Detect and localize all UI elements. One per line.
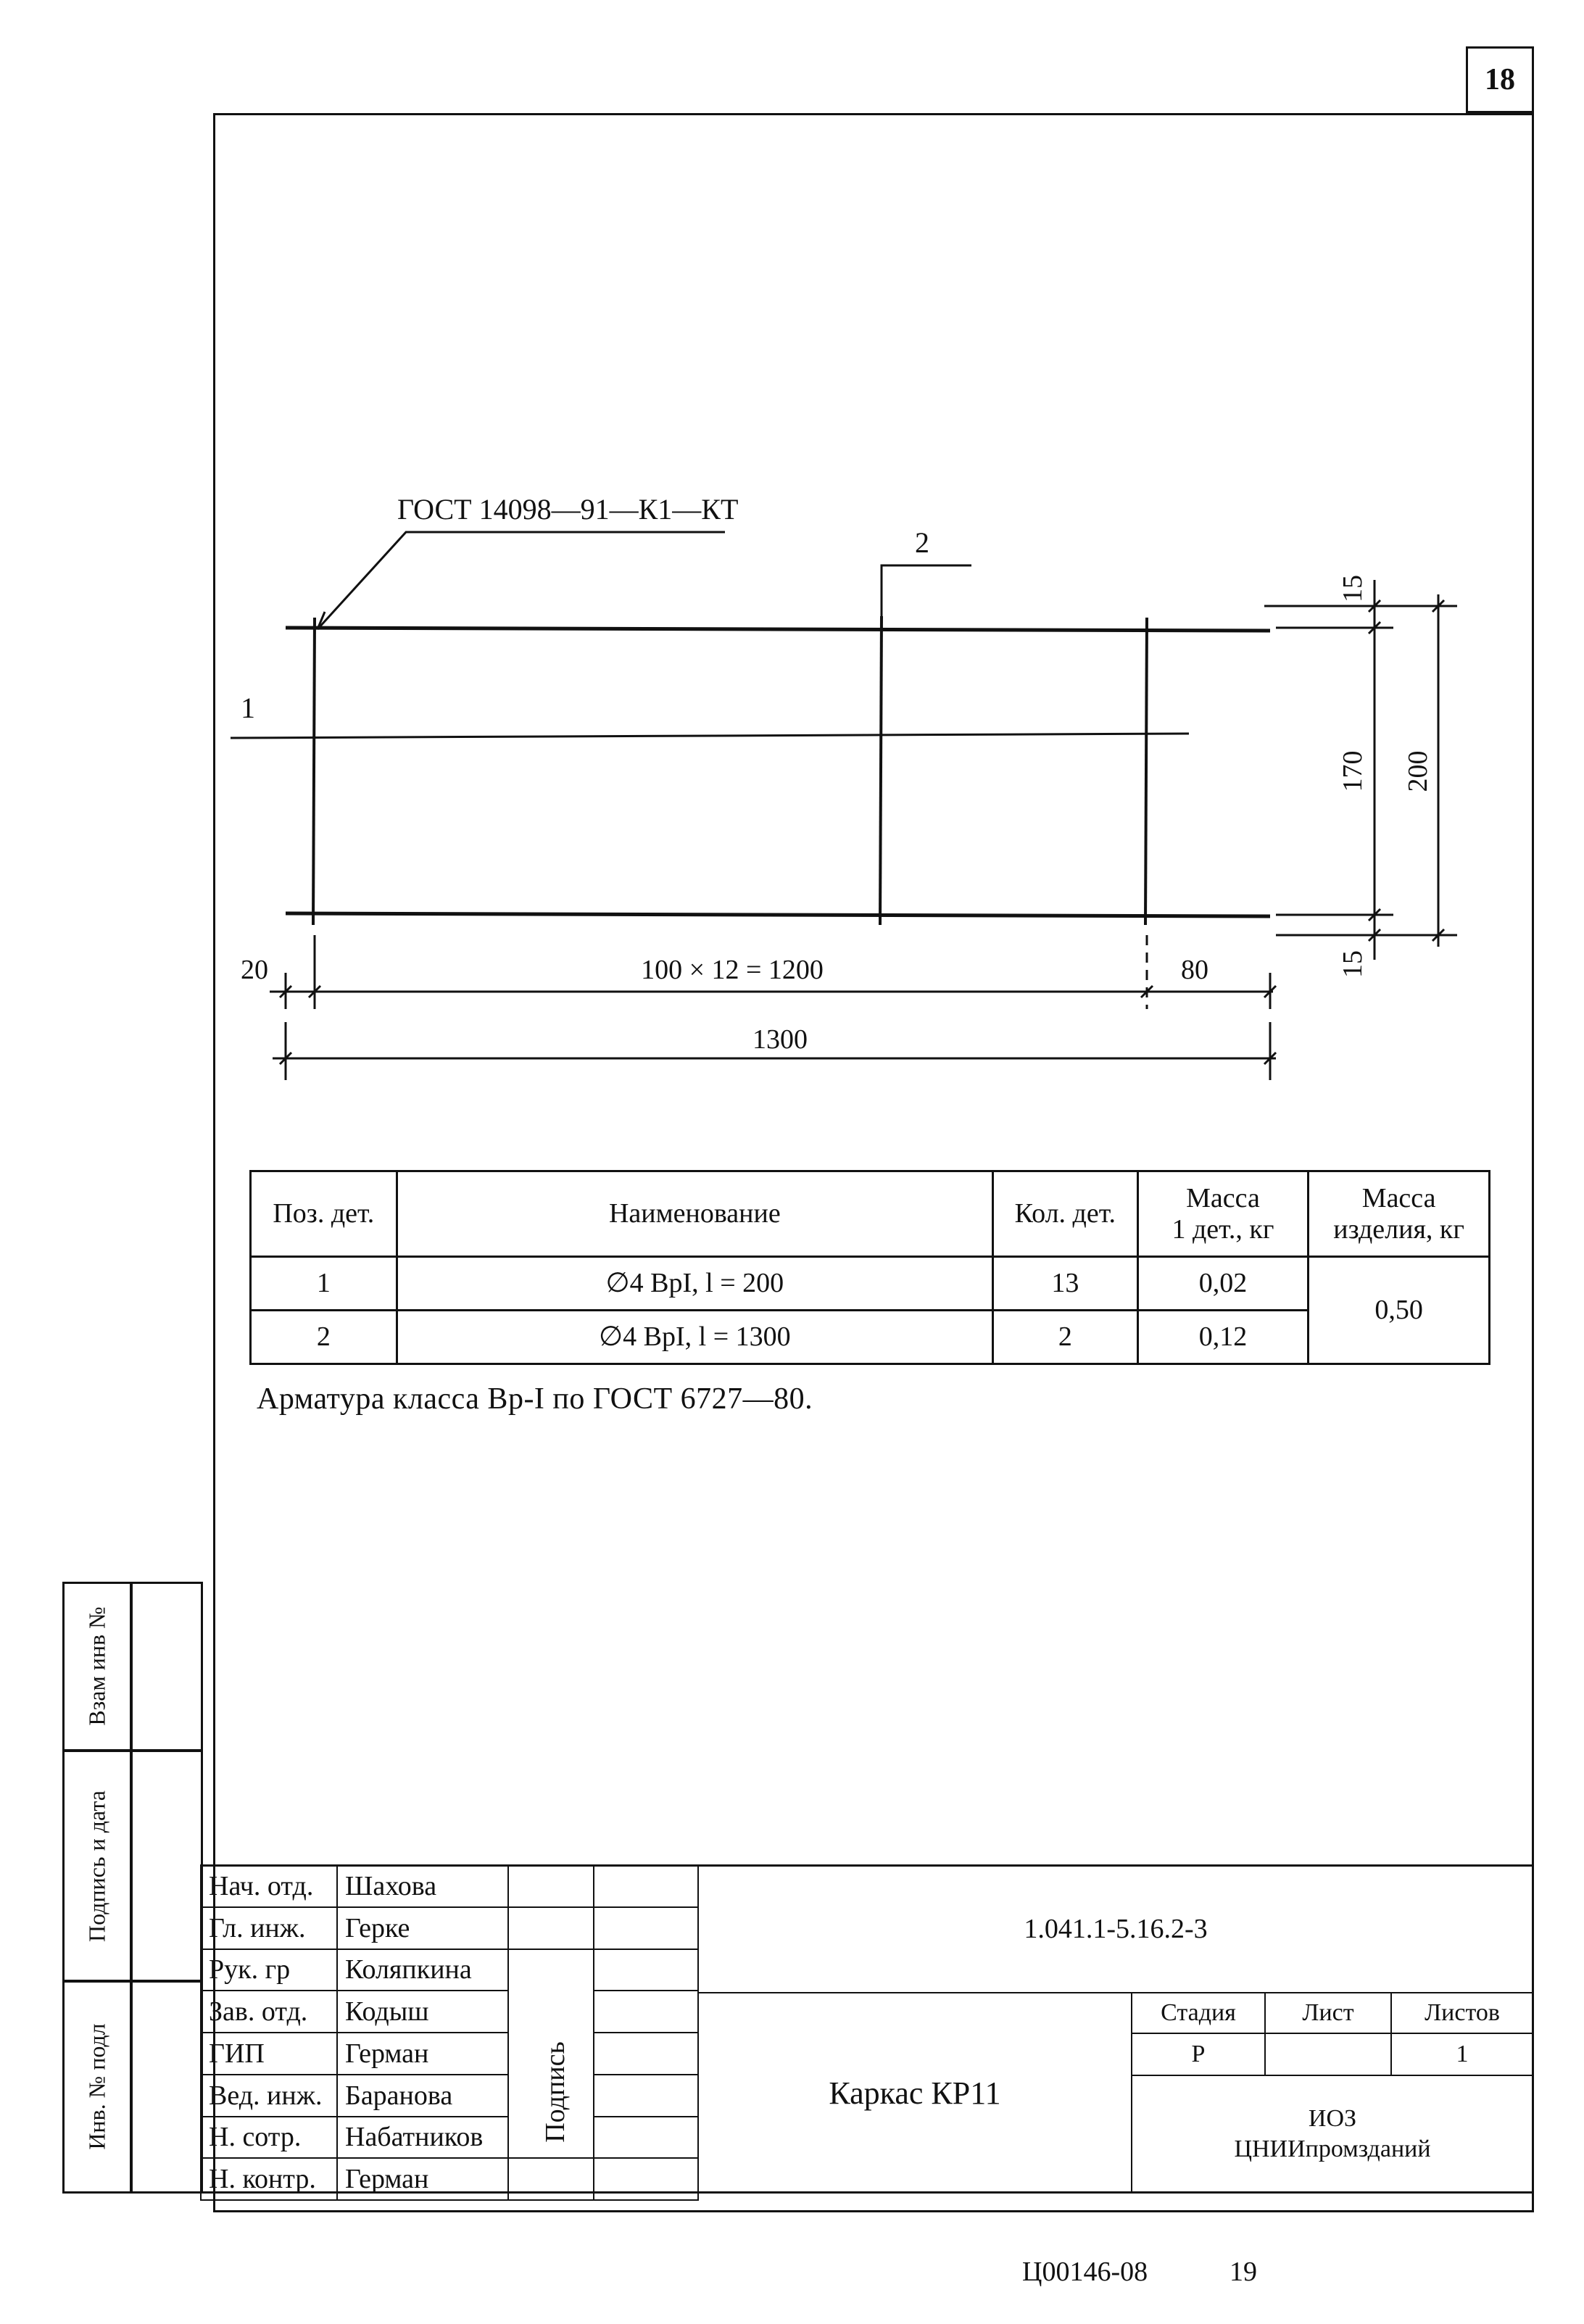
specification-table	[249, 1170, 1490, 1365]
header-mass-one: Масса 1 дет., кг	[1137, 1171, 1309, 1257]
date-cell	[593, 1990, 699, 2033]
gost-label: ГОСТ 14098—91—К1—КТ	[397, 493, 739, 526]
organization	[1131, 2075, 1534, 2194]
sheets-value: 1	[1390, 2033, 1534, 2076]
reinforcement-note: Арматура класса Вр-I по ГОСТ 6727—80.	[257, 1382, 813, 1416]
cell-mass: 0,02	[1137, 1257, 1309, 1311]
signature-cell	[507, 1906, 594, 1950]
header-mass-total: Масса изделия, кг	[1309, 1171, 1490, 1257]
date-cell	[593, 2116, 699, 2159]
gost-leader	[318, 532, 725, 629]
signature-cell	[507, 2157, 594, 2201]
cell-pos: 1	[251, 1257, 397, 1311]
cell-name: ∅4 BpI, l = 200	[397, 1257, 992, 1311]
transverse-bar-left	[313, 618, 315, 925]
cell-qty: 2	[993, 1311, 1138, 1364]
date-cell	[593, 1906, 699, 1950]
table-row	[251, 1257, 1490, 1311]
signatory-name: Коляпкина	[336, 1949, 509, 1992]
signatory-role: Гл. инж.	[200, 1906, 338, 1950]
header-name: Наименование	[397, 1171, 992, 1257]
signatory-role: ГИП	[200, 2032, 338, 2075]
footer-code: Ц00146-08	[1022, 2257, 1148, 2287]
signatory-name: Герке	[336, 1906, 509, 1950]
table-row	[251, 1311, 1490, 1364]
org-line-1: ИОЗ	[1308, 2104, 1357, 2132]
stage-header: Стадия	[1131, 1992, 1266, 2034]
stamp-vzam-label: Взам инв №	[83, 1606, 110, 1726]
header-pos: Поз. дет.	[251, 1171, 397, 1257]
footer-page: 19	[1230, 2257, 1257, 2287]
dim-left-label: 20	[241, 955, 268, 985]
cell-total-mass: 0,50	[1309, 1257, 1490, 1364]
longitudinal-bar-bottom	[286, 913, 1270, 916]
pos2-leader	[882, 565, 971, 616]
signatory-name: Шахова	[336, 1864, 509, 1908]
signatory-name: Баранова	[336, 2074, 509, 2117]
stamp-inv-label: Инв. № подл	[83, 2023, 110, 2150]
pos1-leader	[231, 734, 1189, 738]
cell-mass: 0,12	[1137, 1311, 1309, 1364]
sheet-header: Лист	[1264, 1992, 1392, 2034]
sheet-number: 18	[1466, 46, 1534, 113]
stamp-vzam-value-box	[130, 1582, 203, 1751]
date-cell	[593, 2032, 699, 2075]
dim-top-label: 15	[1338, 575, 1368, 602]
drawing-title: Каркас КР11	[697, 1992, 1132, 2194]
dim-bottom-label: 15	[1338, 950, 1368, 978]
dim-right-label: 80	[1181, 955, 1208, 985]
position-2-label: 2	[915, 526, 929, 559]
signatory-role: Н. контр.	[200, 2157, 338, 2201]
cell-qty: 13	[993, 1257, 1138, 1311]
transverse-bar-right	[1145, 618, 1147, 925]
doc-code: 1.041.1-5.16.2-3	[697, 1864, 1534, 1993]
date-cell	[593, 2157, 699, 2201]
signatory-name: Набатников	[336, 2116, 509, 2159]
dim-height-label: 200	[1403, 750, 1433, 792]
org-line-2: ЦНИИпромзданий	[1234, 2136, 1431, 2162]
position-1-label: 1	[241, 692, 255, 724]
dim-total-label: 1300	[752, 1024, 808, 1055]
header-qty: Кол. дет.	[993, 1171, 1138, 1257]
cell-name: ∅4 BpI, l = 1300	[397, 1311, 992, 1364]
stamp-signature-value-box	[130, 1750, 203, 1982]
signatory-role: Рук. гр	[200, 1949, 338, 1992]
signatory-role: Нач. отд.	[200, 1864, 338, 1908]
signatory-name: Герман	[336, 2032, 509, 2075]
signature-cell	[507, 1864, 594, 1908]
stamp-signature-label: Подпись и дата	[83, 1790, 110, 1942]
signatory-role: Н. сотр.	[200, 2116, 338, 2159]
dim-inner-label: 170	[1338, 750, 1368, 792]
cell-pos: 2	[251, 1311, 397, 1364]
date-cell	[593, 1949, 699, 1992]
stamp-inv-value-box	[130, 1980, 203, 2194]
sheets-header: Листов	[1390, 1992, 1534, 2034]
signatory-name: Кодыш	[336, 1990, 509, 2033]
sheet-value	[1264, 2033, 1392, 2076]
stage-value: Р	[1131, 2033, 1266, 2076]
signature-label: Подпись	[540, 2041, 571, 2143]
date-cell	[593, 1864, 699, 1908]
signatory-role: Зав. отд.	[200, 1990, 338, 2033]
dim-main-label: 100 × 12 = 1200	[641, 955, 824, 985]
longitudinal-bar-top	[286, 628, 1270, 631]
transverse-bar-mid	[880, 616, 882, 925]
signatory-name: Герман	[336, 2157, 509, 2201]
signatory-role: Вед. инж.	[200, 2074, 338, 2117]
date-cell	[593, 2074, 699, 2117]
